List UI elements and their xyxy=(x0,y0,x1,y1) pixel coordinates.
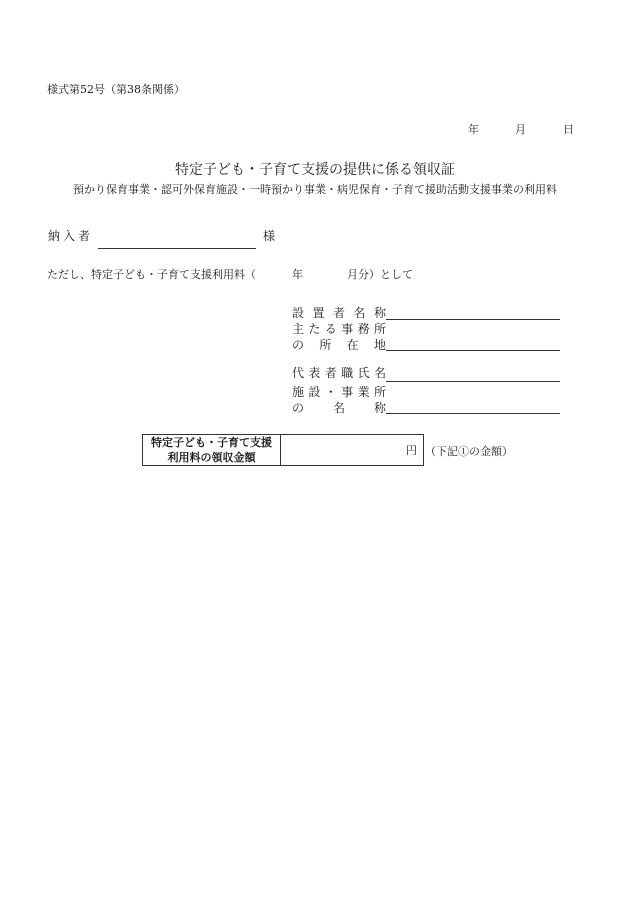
date-day-label: 日 xyxy=(563,123,574,136)
fee-month-suffix: 月分）として xyxy=(347,268,413,281)
issuer-name-line[interactable] xyxy=(386,319,560,320)
payer-honorific: 様 xyxy=(263,229,276,243)
issuer-facility-label-1: 施設・事業所 xyxy=(292,385,386,399)
issuer-rep-line[interactable] xyxy=(386,381,560,382)
fee-period-prefix: ただし、特定子ども・子育て支援利用料（ xyxy=(47,268,256,281)
payer-label: 納入者 xyxy=(48,229,94,243)
amount-label-cell xyxy=(143,435,281,466)
amount-value-field[interactable] xyxy=(281,435,424,466)
payer-name-line[interactable] xyxy=(98,248,256,249)
issuer-office-label-2: の所在地 xyxy=(292,338,386,352)
issuer-facility-label-2: の名称 xyxy=(292,401,386,415)
amount-unit: 円 xyxy=(406,444,417,457)
issuer-office-label-1: 主たる事務所 xyxy=(292,322,386,336)
issuer-name-label: 設置者名称 xyxy=(292,306,386,320)
amount-table xyxy=(142,434,424,466)
date-year-label: 年 xyxy=(468,123,479,136)
fee-year-label: 年 xyxy=(292,268,303,281)
issuer-facility-line[interactable] xyxy=(386,413,560,414)
issuer-rep-label: 代表者職氏名 xyxy=(292,366,386,380)
date-month-label: 月 xyxy=(515,123,526,136)
form-number: 様式第52号（第38条関係） xyxy=(47,83,185,96)
amount-label-line2: 利用料の領収金額 xyxy=(167,451,256,464)
amount-label-line1: 特定子ども・子育て支援 xyxy=(151,436,272,449)
document-title: 特定子ども・子育て支援の提供に係る領収証 xyxy=(175,162,455,178)
issuer-office-line[interactable] xyxy=(386,350,560,351)
amount-note: （下記①の金額） xyxy=(425,445,513,458)
document-subtitle: 預かり保育事業・認可外保育施設・一時預かり事業・病児保育・子育て援助活動支援事業の利用料 xyxy=(73,183,557,196)
fee-period-note xyxy=(47,266,413,282)
